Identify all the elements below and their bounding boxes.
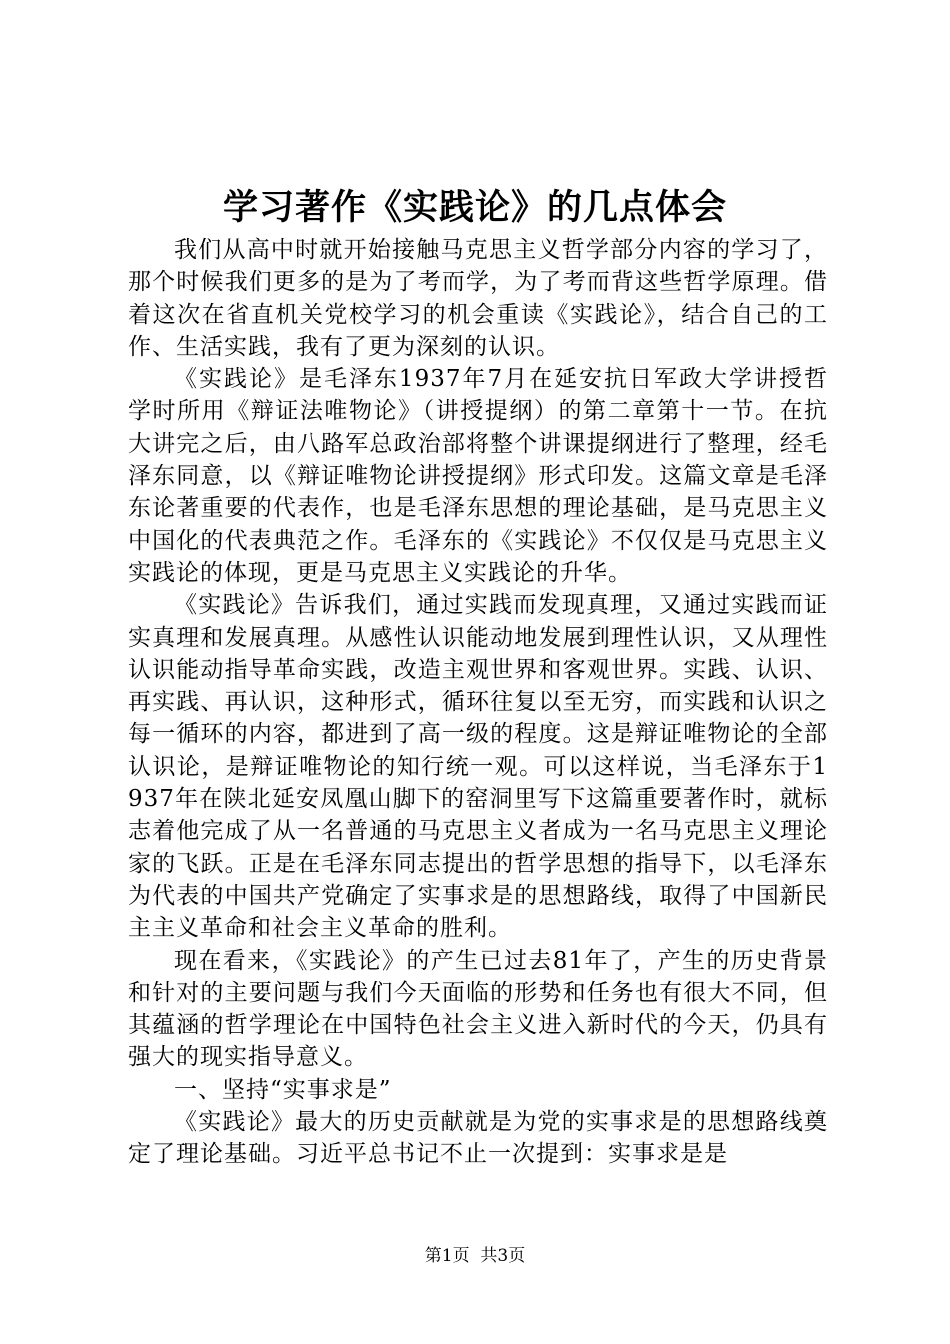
document-body xyxy=(128,234,828,1171)
paragraph-intro: 我们从高中时就开始接触马克思主义哲学部分内容的学习了，那个时候我们更多的是为了考而学，为了考而背这些哲学原理。借着这次在省直机关党校学习的机会重读《实践论》，结合自己的工作、生活实践，我有了更为深刻的认识。 xyxy=(128,237,828,360)
section-heading-1: 一、坚持“实事求是” xyxy=(174,1076,392,1103)
footer-spacer xyxy=(470,1246,481,1266)
page-total: 共3页 xyxy=(480,1246,526,1266)
page-footer xyxy=(0,1244,950,1268)
paragraph-significance: 现在看来，《实践论》的产生已过去81年了，产生的历史背景和针对的主要问题与我们今天面临的形势和任务也有很大不同，但其蕴涵的哲学理论在中国特色社会主义进入新时代的今天，仍具有强大的现实指导意义。 xyxy=(128,947,828,1071)
page-number: 第1页 xyxy=(424,1246,470,1266)
paragraph-theory: 《实践论》告诉我们，通过实践而发现真理，又通过实践而证实真理和发展真理。从感性认识能动地发展到理性认识，又从理性认识能动指导革命实践，改造主观世界和客观世界。实践、认识、再实践、再认识，这种形式，循环往复以至无穷，而实践和认识之每一循环的内容，都进到了高一级的程度。这是辩证唯物论的全部认识论，是辩证唯物论的知行统一观。可以这样说，当毛泽东于1937年在陕北延安凤凰山脚下的窑洞里写下这篇重要著作时，就标志着他完成了从一名普通的马克思主义者成为一名马克思主义理论家的飞跃。正是在毛泽东同志提出的哲学思想的指导下，以毛泽东为代表的中国共产党确定了实事求是的思想路线，取得了中国新民主主义革命和社会主义革命的胜利。 xyxy=(128,592,828,942)
paragraph-section-1: 《实践论》最大的历史贡献就是为党的实事求是的思想路线奠定了理论基础。习近平总书记不止一次提到：实事求是是 xyxy=(128,1109,828,1168)
paragraph-background: 《实践论》是毛泽东1937年7月在延安抗日军政大学讲授哲学时所用《辩证法唯物论》（讲授提纲）的第二章第十一节。在抗大讲完之后，由八路军总政治部将整个讲课提纲进行了整理，经毛泽东同意，以《辩证唯物论讲授提纲》形式印发。这篇文章是毛泽东论著重要的代表作，也是毛泽东思想的理论基础，是马克思主义中国化的代表典范之作。毛泽东的《实践论》不仅仅是马克思主义实践论的体现，更是马克思主义实践论的升华。 xyxy=(128,366,828,586)
document-title: 学习著作《实践论》的几点体会 xyxy=(222,187,727,228)
